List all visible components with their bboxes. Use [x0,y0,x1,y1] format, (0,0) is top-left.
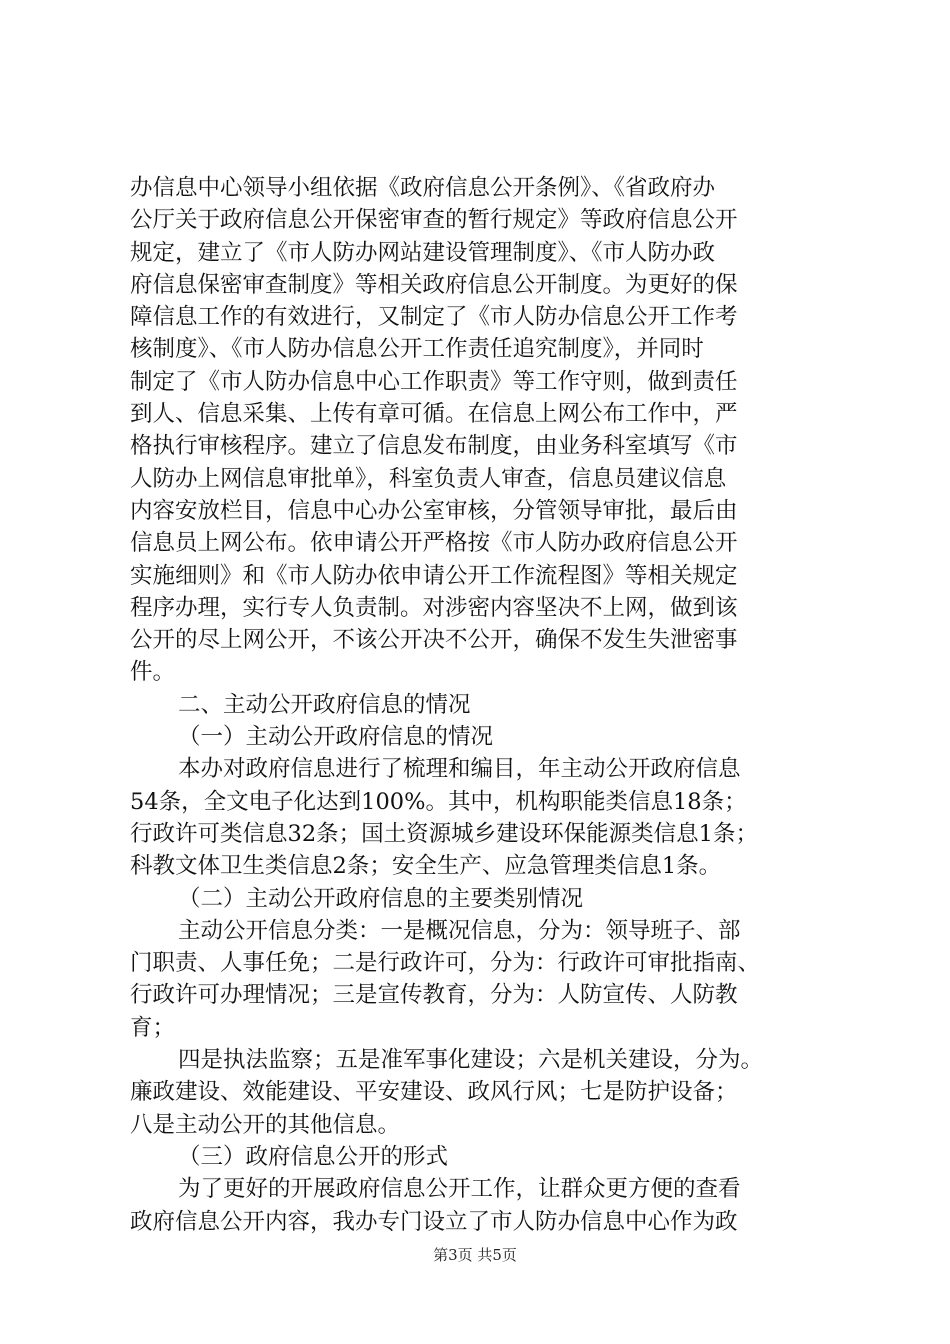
text-line: 公厅关于政府信息公开保密审查的暂行规定》等政府信息公开 [130,207,738,234]
text-line: 八是主动公开的其他信息。 [130,1111,401,1138]
text-line: 育； [130,1014,176,1041]
text-line: 府信息保密审查制度》等相关政府信息公开制度。为更好的保 [130,271,738,298]
text-line: 54条，全文电子化达到100%。其中，机构职能类信息18条； [130,788,747,815]
text-line: 二、主动公开政府信息的情况 [178,691,471,718]
document-body [130,172,840,1238]
text-line: （三）政府信息公开的形式 [178,1143,449,1170]
text-line: 四是执法监察；五是准军事化建设；六是机关建设，分为。 [178,1047,764,1074]
text-line: 廉政建设、效能建设、平安建设、政风行风；七是防护设备； [130,1079,738,1106]
text-line: （二）主动公开政府信息的主要类别情况 [178,885,584,912]
text-line: 政府信息公开内容，我办专门设立了市人防办信息中心作为政 [130,1208,738,1235]
text-line: 本办对政府信息进行了梳理和编目，年主动公开政府信息 [178,756,741,783]
text-line: 信息员上网公布。依申请公开严格按《市人防办政府信息公开 [130,530,738,557]
text-line: 行政许可类信息32条；国土资源城乡建设环保能源类信息1条； [130,820,758,847]
text-line: 件。 [130,659,176,686]
text-line: 内容安放栏目，信息中心办公室审核，分管领导审批，最后由 [130,497,738,524]
text-line: 格执行审核程序。建立了信息发布制度，由业务科室填写《市 [130,433,738,460]
text-line: 主动公开信息分类：一是概况信息，分为：领导班子、部 [178,917,741,944]
text-line: 核制度》、《市人防办信息公开工作责任追究制度》，并同时 [130,336,704,363]
text-line: 规定，建立了《市人防办网站建设管理制度》、《市人防办政 [130,239,716,266]
page-footer: 第3页 共5页 [433,1246,517,1264]
text-line: 障信息工作的有效进行，又制定了《市人防办信息公开工作考 [130,304,738,331]
text-line: 程序办理，实行专人负责制。对涉密内容坚决不上网，做到该 [130,594,738,621]
text-line: 制定了《市人防办信息中心工作职责》等工作守则，做到责任 [130,368,738,395]
text-line: 科教文体卫生类信息2条；安全生产、应急管理类信息1条。 [130,853,722,880]
text-line: 行政许可办理情况；三是宣传教育，分为：人防宣传、人防教 [130,982,738,1009]
text-line: 到人、信息采集、上传有章可循。在信息上网公布工作中，严 [130,401,738,428]
text-line: 办信息中心领导小组依据《政府信息公开条例》、《省政府办 [130,175,716,201]
text-line: 公开的尽上网公开，不该公开决不公开，确保不发生失泄密事 [130,627,738,654]
text-line: 人防办上网信息审批单》，科室负责人审查，信息员建议信息 [130,465,727,492]
text-line: 门职责、人事任免；二是行政许可，分为：行政许可审批指南、 [130,950,761,977]
text-line: 实施细则》和《市人防办依申请公开工作流程图》等相关规定 [130,562,738,589]
text-line: 为了更好的开展政府信息公开工作，让群众更方便的查看 [178,1176,741,1203]
text-line: （一）主动公开政府信息的情况 [178,724,494,751]
